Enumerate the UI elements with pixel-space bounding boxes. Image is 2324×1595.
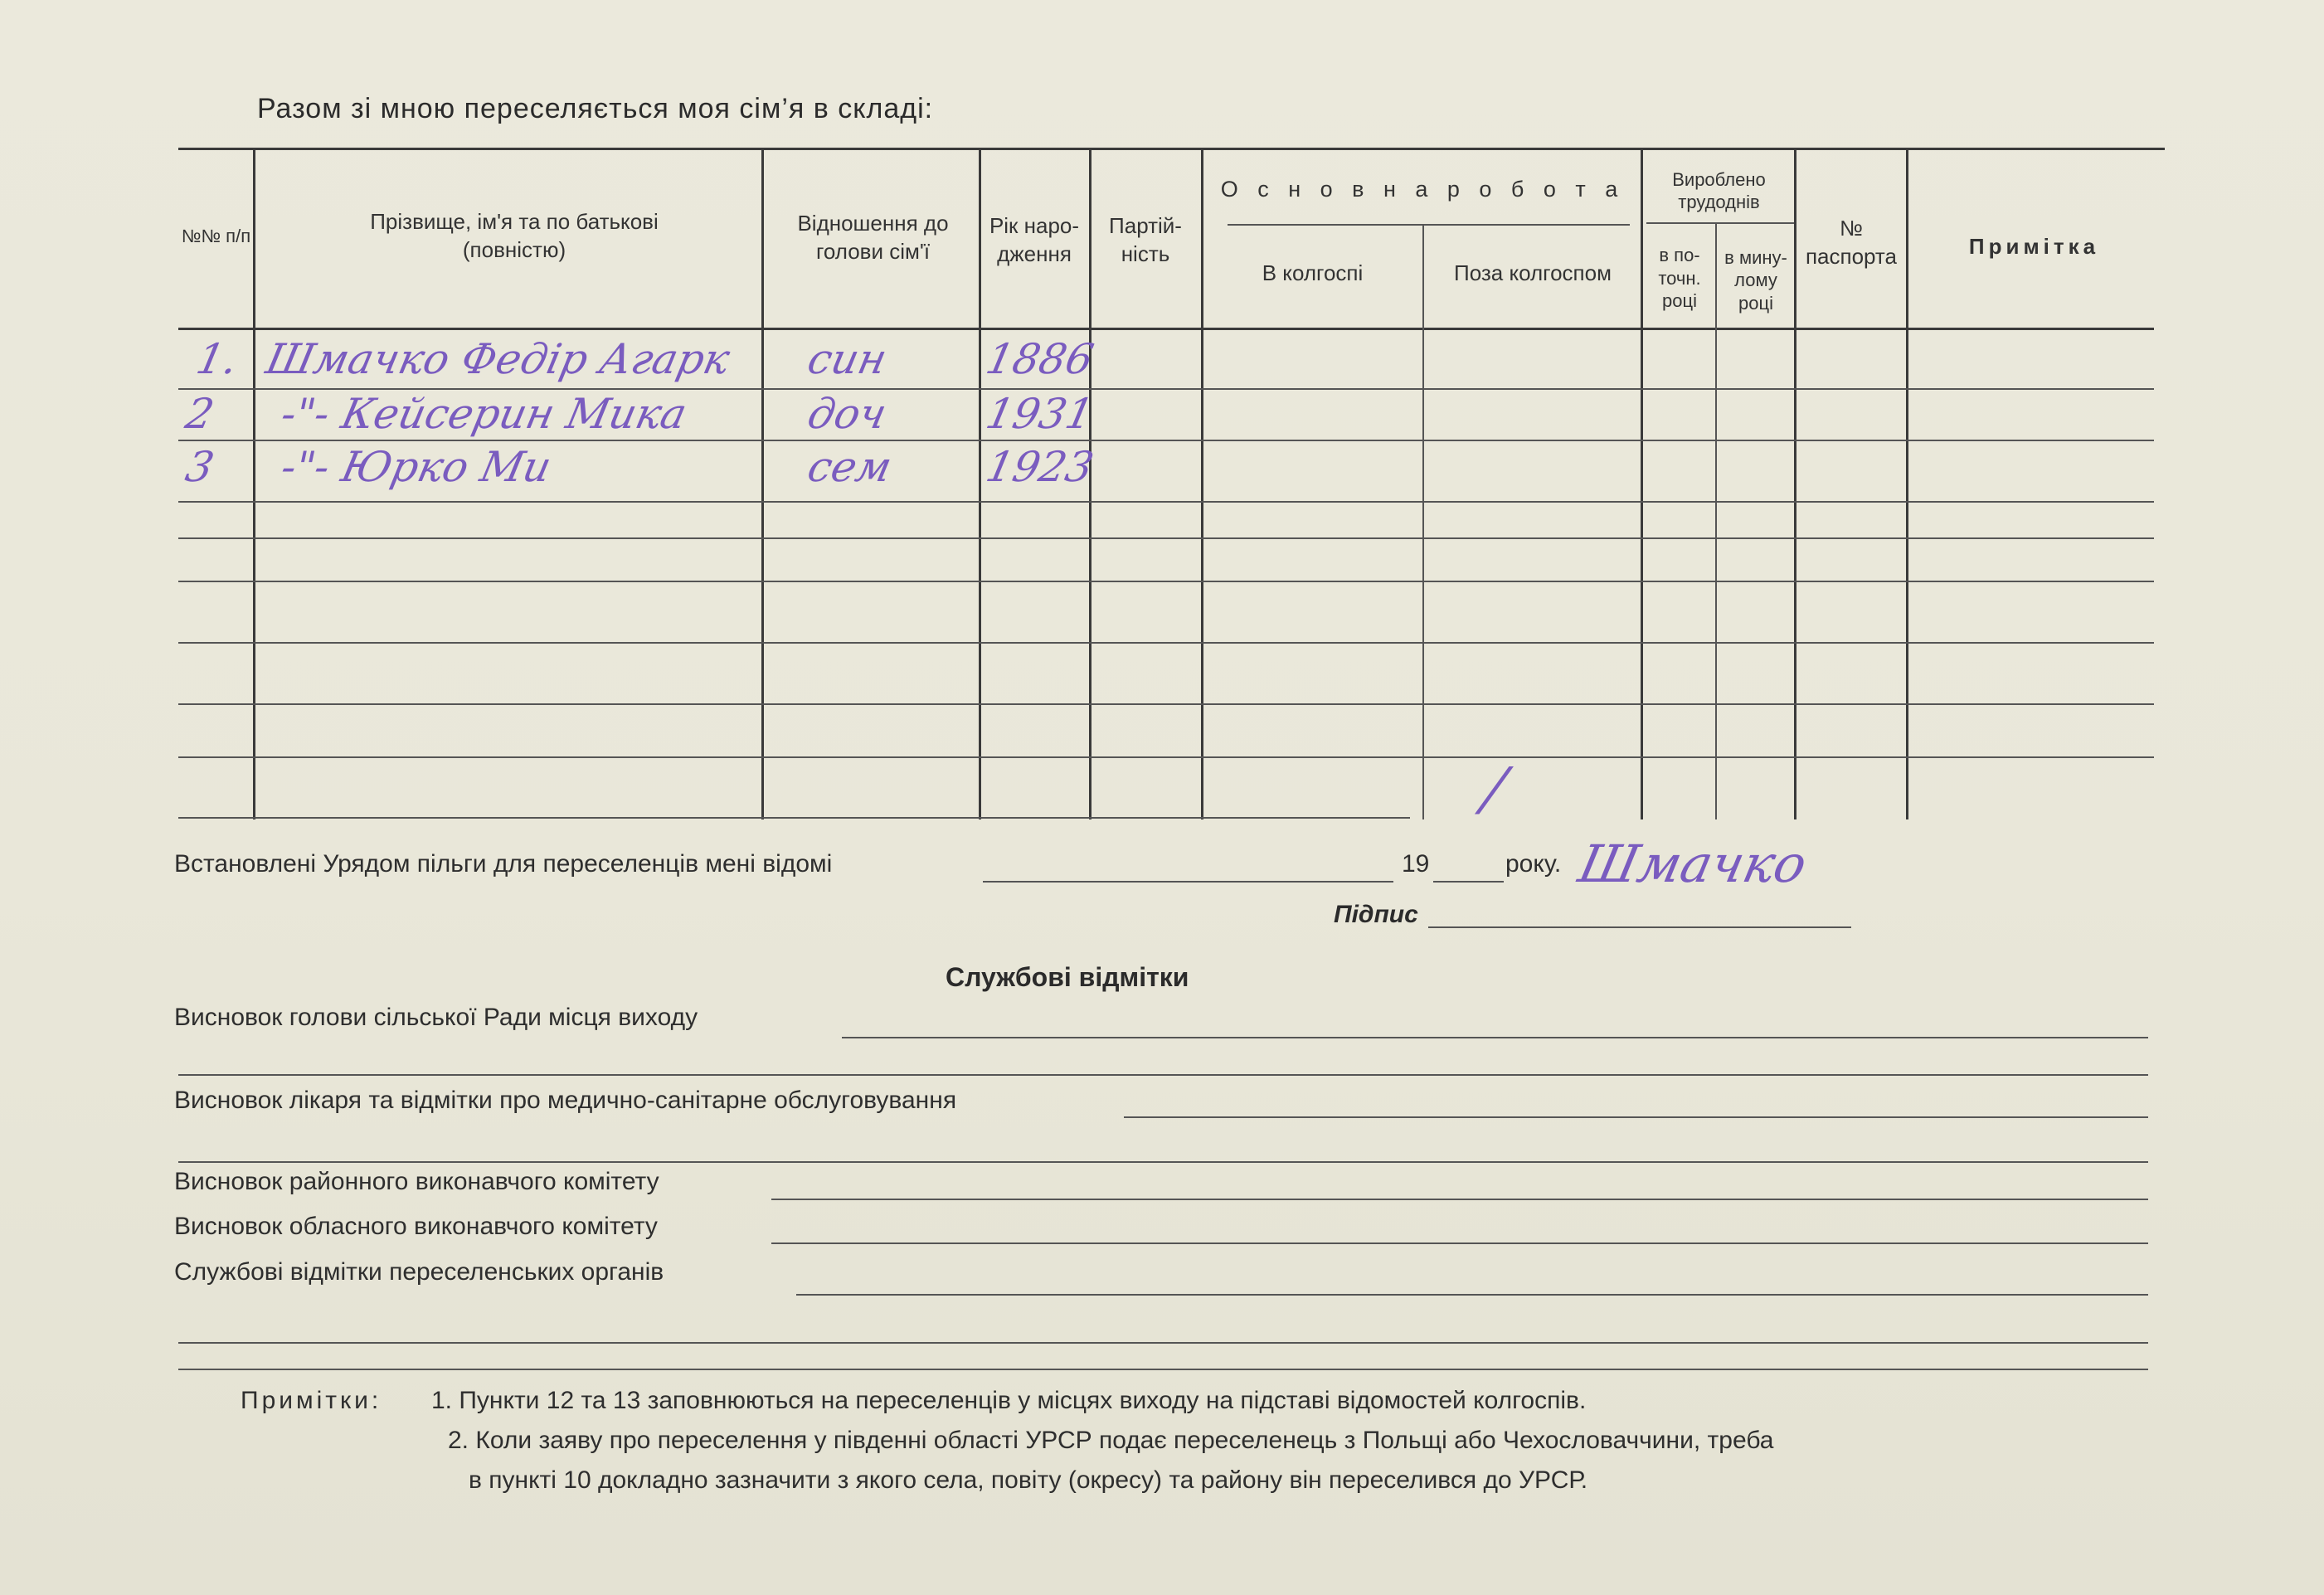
header-name: Прізвище, ім'я та по батькові (повністю) xyxy=(370,209,659,262)
header-in-kolhosp: В колгоспі xyxy=(1262,260,1364,286)
row-3-relation: сем xyxy=(803,443,897,491)
header-current-year: в по- точн. році xyxy=(1658,245,1701,312)
row-2-year: 1931 xyxy=(981,390,1098,438)
fill-line xyxy=(178,1342,2148,1344)
row-3-name: -"- Юрко Ми xyxy=(276,443,556,491)
header-past-year: в мину- лому році xyxy=(1724,246,1787,314)
row-line xyxy=(178,440,2154,441)
note-1: 1. Пункти 12 та 13 заповнюються на переселенців у місцях виходу на підставі відомостей колгоспів. xyxy=(431,1387,1587,1414)
row-2-relation: доч xyxy=(803,390,892,438)
col-border-3 xyxy=(979,149,981,819)
fill-line xyxy=(178,1074,2148,1076)
note-2: 2. Коли заяву про переселення у південні області УРСР подає переселенець з Польщі або Чехословаччини, треба xyxy=(448,1427,1774,1454)
col-border-7 xyxy=(1641,149,1643,819)
row-line xyxy=(178,756,2154,758)
service-line-3: Висновок районного виконавчого комітету xyxy=(174,1168,659,1195)
workdays-divider xyxy=(1646,222,1794,224)
sign-label: Підпис xyxy=(1334,901,1418,928)
row-1-relation: син xyxy=(803,335,892,383)
signature: Шмачко xyxy=(1573,834,1812,894)
fill-line xyxy=(771,1242,2148,1244)
header-num: №№ п/п xyxy=(181,226,251,247)
row-3-year: 1923 xyxy=(981,443,1098,491)
col-border-5 xyxy=(1201,149,1203,819)
row-2-num: 2 xyxy=(181,390,218,438)
table-top-border xyxy=(178,148,2165,150)
service-line-1: Висновок голови сільської Ради місця виходу xyxy=(174,1004,698,1031)
header-party: Партій- ність xyxy=(1109,213,1182,266)
notes-label: Примітки: xyxy=(241,1387,382,1414)
col-border-1 xyxy=(253,149,255,819)
col-border-9 xyxy=(1794,149,1796,819)
header-workdays: Вироблено трудоднів xyxy=(1672,168,1766,212)
row-line xyxy=(178,537,2154,539)
row-3-num: 3 xyxy=(181,443,218,491)
signature-line xyxy=(1428,926,1851,928)
main-work-divider xyxy=(1228,224,1630,226)
table-header-bottom xyxy=(178,328,2154,330)
header-passport: № паспорта xyxy=(1805,215,1898,269)
fill-line xyxy=(796,1294,2148,1296)
col-border-6 xyxy=(1422,226,1424,819)
service-line-5: Службові відмітки переселенських органів xyxy=(174,1258,664,1286)
fill-line xyxy=(1124,1116,2148,1118)
row-line xyxy=(178,817,1410,819)
header-year: Рік наро- дження xyxy=(989,213,1080,266)
col-border-8 xyxy=(1715,224,1717,819)
row-1-num: 1. xyxy=(192,335,242,383)
fill-line xyxy=(771,1199,2148,1200)
stray-mark: / xyxy=(1477,755,1512,823)
service-line-2: Висновок лікаря та відмітки про медично-санітарне обслуговування xyxy=(174,1087,957,1114)
row-2-name: -"- Кейсерин Мика xyxy=(276,390,692,438)
year-suffix: року. xyxy=(1505,850,1562,878)
row-line xyxy=(178,581,2154,582)
year-prefix: 19 xyxy=(1402,850,1430,878)
family-heading: Разом зі мною переселяється моя сім’я в складі: xyxy=(257,93,934,124)
year-line xyxy=(1433,881,1504,883)
header-main-work: О с н о в н а р о б о т а xyxy=(1220,177,1625,202)
row-line xyxy=(178,703,2154,705)
header-relation: Відношення до голови сім'ї xyxy=(797,211,949,264)
service-line-4: Висновок обласного виконавчого комітету xyxy=(174,1213,658,1240)
row-1-name: Шмачко Федір Агарк xyxy=(261,335,734,383)
benefits-text: Встановлені Урядом пільги для переселенців мені відомі xyxy=(174,850,833,878)
header-outside-kolhosp: Поза колгоспом xyxy=(1454,260,1612,286)
benefits-line xyxy=(983,881,1393,883)
col-border-10 xyxy=(1906,149,1908,819)
note-2-cont: в пункті 10 докладно зазначити з якого села, повіту (окресу) та району він переселився до УРСР. xyxy=(469,1466,1588,1494)
header-note: Примітка xyxy=(1968,234,2100,260)
col-border-2 xyxy=(761,149,764,819)
row-line xyxy=(178,642,2154,644)
fill-line xyxy=(178,1369,2148,1370)
row-1-year: 1886 xyxy=(981,335,1098,383)
col-border-4 xyxy=(1089,149,1092,819)
service-title: Службові відмітки xyxy=(946,962,1189,992)
fill-line xyxy=(842,1037,2148,1038)
fill-line xyxy=(178,1161,2148,1163)
row-line xyxy=(178,501,2154,503)
